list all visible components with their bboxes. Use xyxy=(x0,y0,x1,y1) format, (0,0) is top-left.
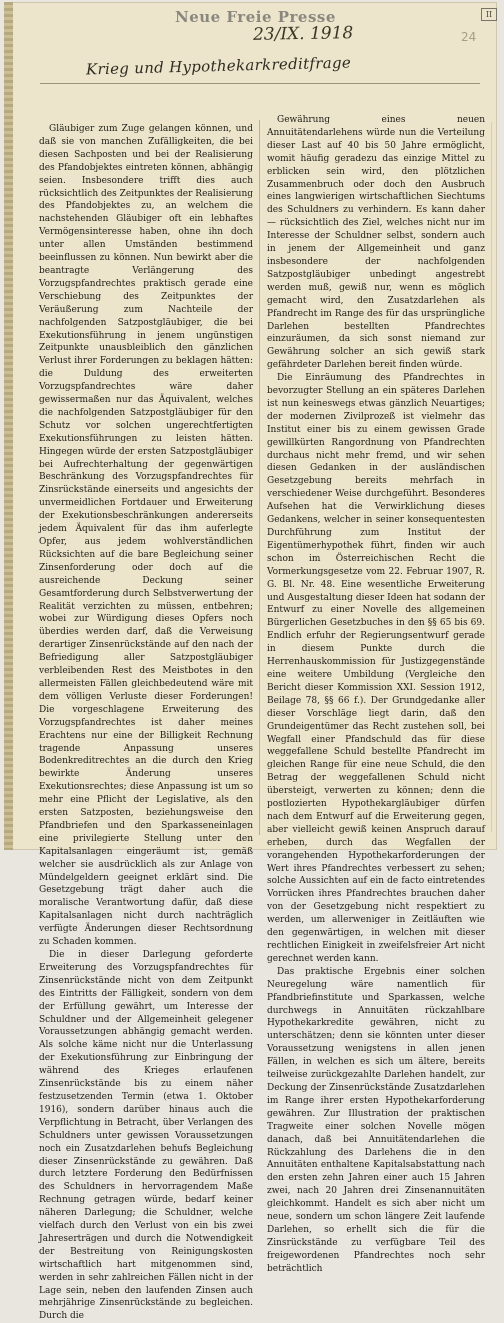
paragraph: Gewährung eines neuen Annuitätendarlehens würde nun die Verteilung dieser Last auf 40 bis 50 Jahre ermöglicht, womit häufig geradezu das einzige Mittel zu erblicken sein wird, den plötzlichen Zusammenbruch oder doch den Ausbruch eines langwierigen wirtschaftlichen Siechtums des Schuldners zu verhindern. Es kann daher — rücksichtlich des Ziel, welches nicht nur im Interesse der Schuldner selbst, sondern auch in jenem der Allgemeinheit und ganz insbesondere der nachfolgenden Satzpostgläubiger unbedingt angestrebt werden muß, gewiß nur, wenn es möglich gemacht wird, den Zusatzdarlehen als Pfandrecht im Range des für das ursprüngliche Darlehen bestellten Pfandrechtes einzuräumen, da sich sonst niemand zur Gewährung solcher an sich gewiß stark gefährdeter Darlehen bereit finden würde. xyxy=(267,115,485,371)
article-column-left xyxy=(39,123,253,1322)
paragraph: Das praktische Ergebnis einer solchen Neuregelung wäre namentlich für Pfandbriefinstitute und Sparkassen, welche durchwegs in Annuitäten rückzahlbare Hypothekarkredite gewähren, nicht zu unterschätzen; denn sie könnten unter dieser Voraussetzung wenigstens in allen jenen Fällen, in welchen es sich um ältere, bereits teilweise zurückgezahlte Darlehen handelt, zur Deckung der Zinsenrückstände Zusatzdarlehen im Range ihrer ersten Hypothekarforderung gewähren. Zur Illustration der praktischen Tragweite einer solchen Novelle mögen danach, daß bei Annuitätendarlehen die Rückzahlung des Darlehens die in den Annuitäten enthaltene Kapitalsabstattung nach den ersten zehn Jahren einer auch 15 Jahren zwei, nach 20 Jahren drei Zinsenannuitäten gleichkommt. Handelt es sich aber nicht um neue, sondern um schon längere Zeit laufende Darlehen, so erhellt sich die für die Zinsrückstände zu verfügbare Teil des freigewordenen Pfandrechtes noch sehr beträchtlich xyxy=(267,966,485,1274)
article-column-right xyxy=(267,114,485,1274)
title-rule xyxy=(40,83,480,84)
paragraph: Die Einräumung des Pfandrechtes in bevorzugter Stellung an ein späteres Darlehen ist nun keineswegs etwas gänzlich Neuartiges; der modernen Zivilprozeß ist vielmehr das Institut einer bis zu einem gewissen Grade gewillkürten Rangordnung von Pfandrechten durchaus nicht mehr fremd, und wir sehen diesen Gedanken in der ausländischen Gesetzgebung bereits mehrfach in verschiedener Weise durchgeführt. Besonderes Aufsehen hat die Verwirklichung dieses Gedankens, welcher in seiner konsequentesten Durchführung zum Institut der Eigentümerhypothek führt, finden wir auch schon im Österreichischen Recht die Vormerkungsgesetze vom 22. Februar 1907, R. G. Bl. Nr. 48. Eine wesentliche Erweiterung und Ausgestaltung dieser Ideen hat sodann der Entwurf zu einer Novelle des allgemeinen Bürgerlichen Gesetzbuches in den §§ 65 bis 69. Endlich erfuhr der Regierungsentwurf gerade in diesem Punkte durch die Herrenhauskommission für Justizgegenstände eine weitere Umbildung (Vergleiche den Bericht dieser Kommission XXI. Session 1912, Beilage 78, §§ 66 f.). Der Grundgedanke aller dieser Vorschläge liegt darin, daß den Grundeigentümer das Recht zustehen soll, bei Wegfall einer Pfandschuld das für diese weggefallene Schuld bestellte Pfandrecht im gleichen Range für eine neue Schuld, die den Betrag der weggefallenen Schuld nicht übersteigt, verwerten zu können; denn die postlozierten Hypothekargläubiger dürfen nach dem Entwurf auf die Erweiterung gegen, aber vielleicht gewiß keinen Anspruch darauf erheben, durch das Wegfallen der vorangehenden Hypothekarforderungen der Wert ihres Pfandrechtes verbessert zu sehen; solche Aussichten auf ein de facto eintretendes Vorrücken ihres Pfandrechtes brauchen daher von der Gesetzgebung nicht respektiert zu werden, um allerweniger in Zeitläuften wie den gegenwärtigen, in welchen mit dieser rechtlichen Einigkeit in zweifelsfreier Art nicht gerechnet werden kann. xyxy=(267,373,485,964)
folio-number: 24 xyxy=(461,30,477,44)
handwritten-date: 23/IX. 1918 xyxy=(252,23,354,45)
page-edge xyxy=(491,122,492,832)
handwritten-title: Krieg und Hypothekarkreditfrage xyxy=(85,53,352,79)
column-divider xyxy=(259,120,260,835)
corner-mark: II xyxy=(481,8,497,21)
paragraph: Die in dieser Darlegung geforderte Erweiterung des Vorzugspfandrechtes für Zinsenrückstände nicht von dem Zeitpunkt des Eintritts der Fälligkeit, sondern von dem der Erfüllung gewährt, um Interesse der Schuldner und der Allgemeinheit gelegener Voraussetzungen abhängig gemacht werden. Als solche käme nicht nur die Unterlassung der Exekutionsführung zur Einbringung der während des Krieges erlaufenen Zinsenrückstände bis zu einem näher festzusetzenden Termin (etwa 1. Oktober 1916), sondern darüber hinaus auch die Verpflichtung in Betracht, über Verlangen des Schuldners unter gewissen Voraussetzungen noch ein Zusatzdarlehen behufs Begleichung dieser Zinsenrückstände zu gewähren. Daß durch letztere Forderung den Bedürfnissen des Schuldners in hervorragendem Maße Rechnung getragen würde, bedarf keiner näheren Darlegung; die Schuldner, welche vielfach durch den Verlust von ein bis zwei Jahreserträgen und durch die Notwendigkeit der Bestreitung von Reinigungskosten wirtschaftlich hart mitgenommen sind, werden in sehr zahlreichen Fällen nicht in der Lage sein, neben den laufenden Zinsen auch mehrjährige Zinsenrückstände zu begleichen. Durch die xyxy=(39,950,253,1322)
newspaper-masthead: Neue Freie Presse xyxy=(175,8,336,26)
binding-strip xyxy=(4,2,13,850)
paragraph: Gläubiger zum Zuge gelangen können, und daß sie von manchen Zufälligkeiten, die bei diesen Sachposten und bei der Realisierung des Pfandobjektes eintreten können, abhängig seien. Insbesondere trifft dies auch rücksichtlich des Zeitpunktes der Realisierung des Pfandobjektes zu, an welchem die nachstehenden Gläubiger oft ein lebhaftes Vermögensinteresse haben, ohne ihn doch unter allen Umständen bestimmend beeinflussen zu können. Nun bewirkt aber die beantragte Verlängerung des Vorzugspfandrechtes praktisch gerade eine Verschiebung des Zeitpunktes der Veräußerung zum Nachteile der nachfolgenden Satzpostgläubiger, die bei Exekutionsführung in jenem ungünstigen Zeitpunkte unausbleiblich den gänzlichen Verlust ihrer Forderungen zu beklagen hätten: die Duldung des erweiterten Vorzugspfandrechtes wäre daher gewissermaßen nur das Äquivalent, welches die nachfolgenden Satzpostgläubiger für den Schutz vor solchen ungerechtfertigten Exekutionsführungen zu leisten hätten. Hingegen würde der ersten Satzpostgläubiger bei Aufrechterhaltung der gegenwärtigen Beschränkung des Vorzugspfandrechtes für Zinsrückstände einerseits und angesichts der unvermeidlichen Fortdauer und Erweiterung der Exekutionsbeschränkungen andererseits jedem Äquivalent für das ihm auferlegte Opfer, aus jedem wohlverständlichen Rücksichten auf die bare Begleichung seiner Zinsenforderung oder doch auf die ausreichende Deckung seiner Gesamtforderung durch Selbstverwertung der Realität verzichten zu müssen, entbehren; wobei zur Würdigung dieses Opfers noch überdies werden darf, daß die Verweisung derartiger Zinsenrückstände auf den nach der Befriedigung aller Satzpostgläubiger verbleibenden Rest des Meistbotes in den allermeisten Fällen gleichbedeutend wäre mit dem völligen Verluste dieser Forderungen! Die vorgeschlagene Erweiterung des Vorzugspfandrechtes ist daher meines Erachtens nur eine der Billigkeit Rechnung tragende Anpassung unseres Bodenkreditrechtes an die durch den Krieg bewirkte Änderung unseres Exekutionsrechtes; diese Anpassung ist um so mehr eine Pflicht der Legislative, als den ersten Satzposten, beziehungsweise den Pfandbriefen und den Sparkasseneinlagen eine privilegierte Stellung unter den Kapitalsanlagen eingeräumt ist, gemäß welcher sie ausdrücklich als zur Anlage von Mündelgeldern geeignet erklärt sind. Die Gesetzgebung trägt daher auch die moralische Verantwortung dafür, daß diese Kapitalsanlagen nicht durch nachträglich verfügte Änderungen dieser Rechtsordnung zu Schaden kommen. xyxy=(39,124,253,948)
clipping-sheet xyxy=(4,2,497,1322)
